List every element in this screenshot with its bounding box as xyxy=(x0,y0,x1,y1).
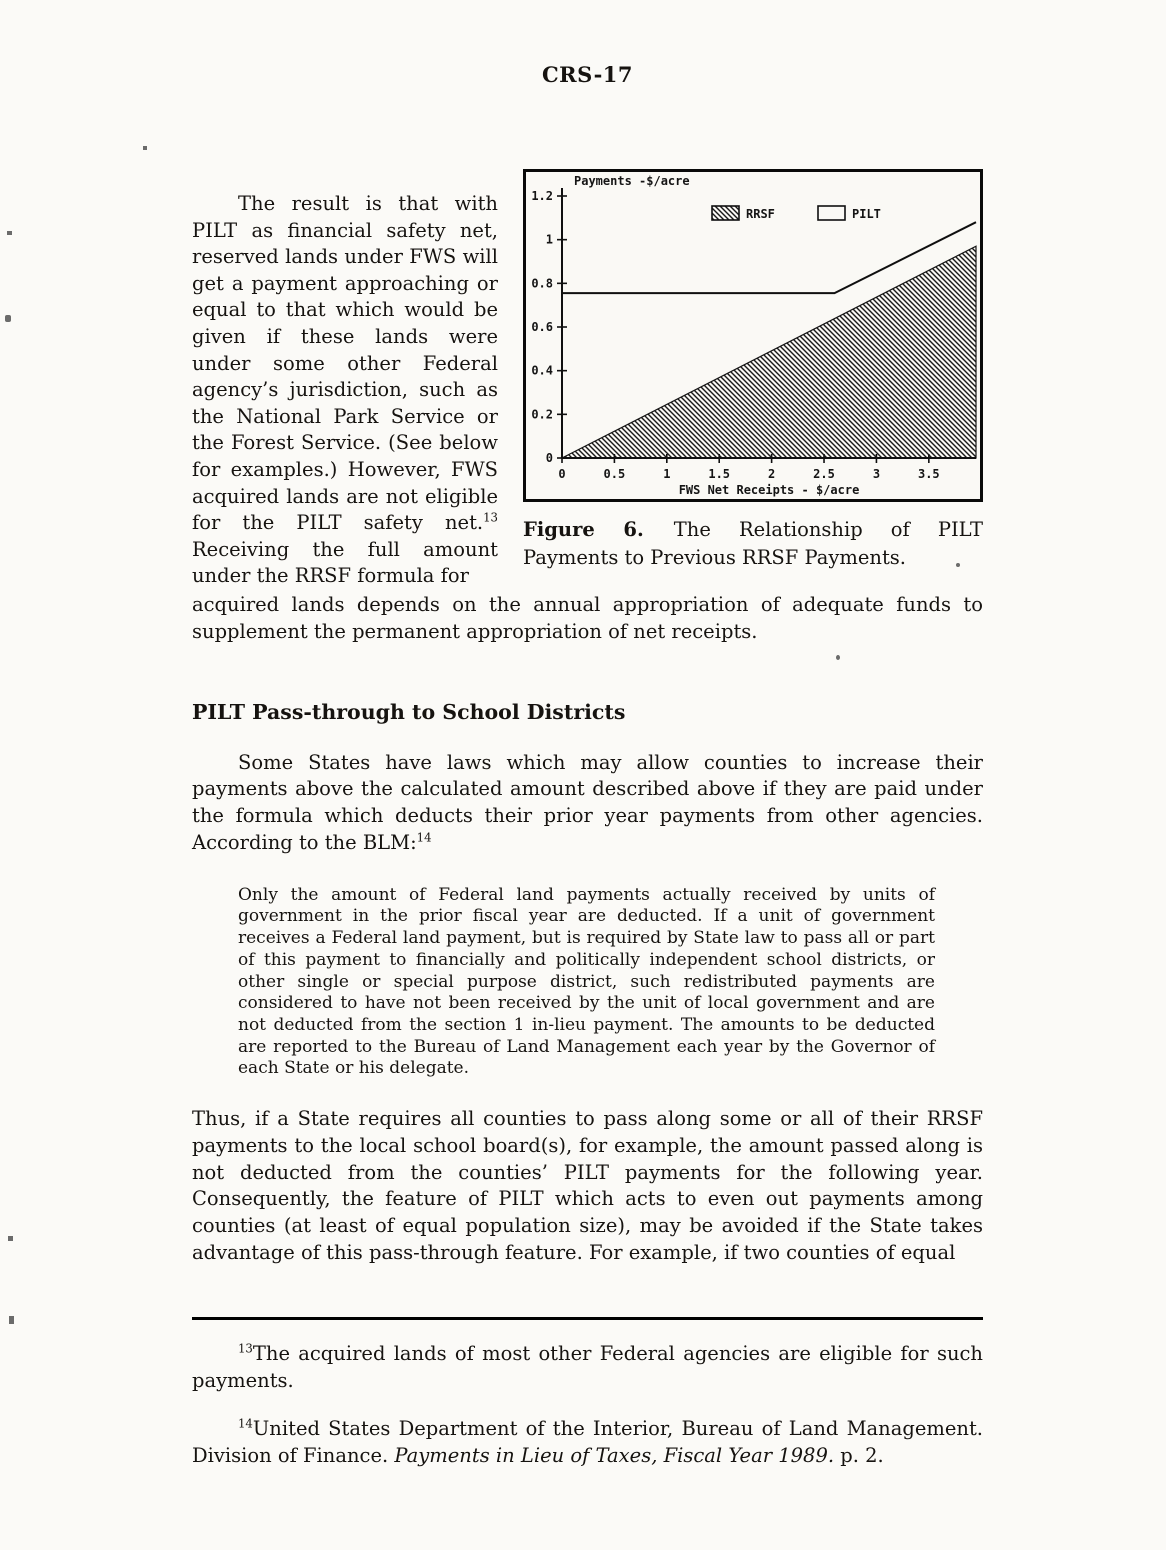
x-tick-label: 3 xyxy=(872,467,881,481)
footnote-13 xyxy=(192,1340,983,1395)
x-tick-label: 3.5 xyxy=(917,467,940,481)
section-paragraph-1 xyxy=(192,750,983,857)
footnote-reference-13: 13 xyxy=(483,510,498,525)
x-tick-label: 2.5 xyxy=(813,467,835,481)
x-tick-label: 0.5 xyxy=(603,467,626,481)
footnote-14-marker: 14 xyxy=(238,1416,253,1431)
y-tick-label: 0.6 xyxy=(531,320,553,334)
x-axis-title: FWS Net Receipts - $/acre xyxy=(678,483,860,497)
x-tick-label: 1.5 xyxy=(708,467,731,481)
footnote-14 xyxy=(192,1415,983,1470)
footnote-13-text: The acquired lands of most other Federal agencies are eligible for such payments. xyxy=(192,1341,983,1393)
legend-rrsf-label: RRSF xyxy=(746,207,775,221)
scan-speck xyxy=(8,1236,13,1241)
y-tick-label: 0.8 xyxy=(531,276,553,291)
y-tick-label: 1 xyxy=(545,232,553,247)
x-tick-label: 1 xyxy=(663,467,671,481)
scan-speck xyxy=(143,146,147,150)
footnote-14-text-part2: p. 2. xyxy=(834,1444,884,1468)
y-tick-label: 0.4 xyxy=(531,363,553,378)
footnote-reference-14: 14 xyxy=(416,830,432,845)
intro-text-part1: The result is that with PILT as financial safety net, reserved lands under FWS will get a payment approaching or equal to that which would be given if these lands were under some other Federal agency’s jurisdiction, such as the National Park Service or the Forest Service. (See below for examples.) However, FWS acquired lands are not eligible for the PILT safety net. xyxy=(192,192,498,535)
section-paragraph-2: Thus, if a State requires all counties to pass along some or all of their RRSF payments to the local school board(s), for example, the amount passed along is not deducted from the counties’ PILT payments for the following year. Consequently, the feature of PILT which acts to even out payments among counties (at least of equal population size), may be avoided if the State takes advantage of this pass-through feature. For example, if two counties of equal xyxy=(192,1107,983,1264)
x-tick-label: 0 xyxy=(558,467,566,481)
footnote-divider xyxy=(192,1317,983,1320)
footnote-14-text-part1: United States Department of the Interior, Bureau of Land Management. Division of Finance. xyxy=(192,1416,983,1468)
figure-chart-svg xyxy=(526,172,980,499)
figure-caption xyxy=(523,516,983,571)
rrsf-area xyxy=(562,246,976,458)
page-number: CRS-17 xyxy=(541,62,634,87)
footnote-13-marker: 13 xyxy=(238,1341,253,1356)
figure-chart xyxy=(523,169,983,502)
section-paragraph-1-text: Some States have laws which may allow counties to increase their payments above the calculated amount described above if they are paid under the formula which deducts their prior year payments from other agencies. According to the BLM: xyxy=(192,750,983,854)
legend-pilt-label: PILT xyxy=(852,207,881,221)
figure-caption-label: Figure 6. xyxy=(523,518,644,541)
legend-rrsf-swatch xyxy=(712,206,739,220)
scan-speck xyxy=(9,1316,14,1324)
scan-speck xyxy=(836,655,840,660)
figure-6 xyxy=(523,169,983,571)
intro-row xyxy=(192,169,983,590)
footnote-14-citation-title: Payments in Lieu of Taxes, Fiscal Year 1989. xyxy=(394,1444,835,1468)
y-axis-title: Payments -$/acre xyxy=(574,174,690,188)
scan-speck xyxy=(956,563,960,567)
intro-text-part2: Receiving the full amount under the RRSF formula for xyxy=(192,537,498,588)
figure-caption-text: The Relationship of PILT Payments to Previous RRSF Payments. xyxy=(523,518,984,569)
blm-block-quote: Only the amount of Federal land payments actually received by units of government in the prior fiscal year are deducted. If a unit of government receives a Federal land payment, but is required by State law to pass all or part of this payment to financially and politically independent school districts, or other single or special purpose district, such redistributed payments are considered to have not been received by the unit of local government and are not deducted from the section 1 in-lieu payment. The amounts to be deducted are reported to the Bureau of Land Management each year by the Governor of each State or his delegate. xyxy=(238,884,935,1079)
intro-paragraph-continuation: acquired lands depends on the annual appropriation of adequate funds to supplement the permanent appropriation of net receipts. xyxy=(192,592,983,643)
legend-pilt-swatch xyxy=(818,206,845,220)
y-tick-label: 1.2 xyxy=(531,189,553,203)
y-tick-label: 0 xyxy=(545,451,553,465)
section-heading: PILT Pass-through to School Districts xyxy=(192,699,626,724)
scan-speck xyxy=(5,315,11,322)
y-tick-label: 0.2 xyxy=(531,407,553,422)
scan-speck xyxy=(7,231,12,235)
x-tick-label: 2 xyxy=(768,467,776,481)
intro-paragraph-left-column xyxy=(192,169,498,590)
